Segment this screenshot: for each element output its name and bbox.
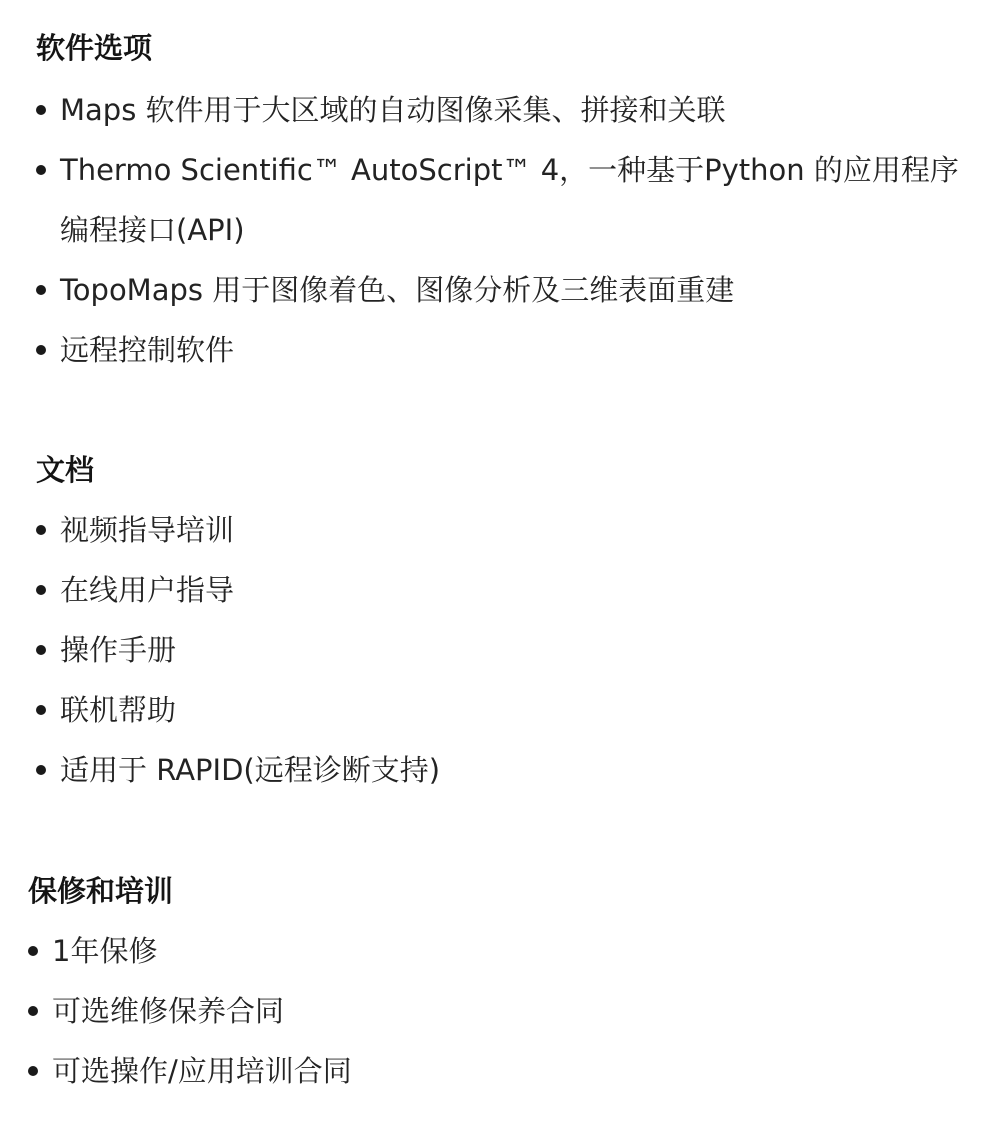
section-title: 保修和培训: [28, 874, 174, 908]
bullet-icon: [36, 165, 46, 175]
bullet-icon: [36, 585, 46, 595]
bullet-icon: [36, 525, 46, 535]
bullet-icon: [36, 765, 46, 775]
bullet-icon: [36, 645, 46, 655]
bullet-icon: [36, 105, 46, 115]
bullet-icon: [36, 285, 46, 295]
bullet-icon: [28, 1006, 38, 1016]
bullet-icon: [28, 1066, 38, 1076]
bullet-icon: [36, 345, 46, 355]
section-title: 软件选项: [36, 31, 153, 65]
section-title: 文档: [36, 453, 95, 487]
bullet-icon: [36, 705, 46, 715]
bullet-icon: [28, 946, 38, 956]
